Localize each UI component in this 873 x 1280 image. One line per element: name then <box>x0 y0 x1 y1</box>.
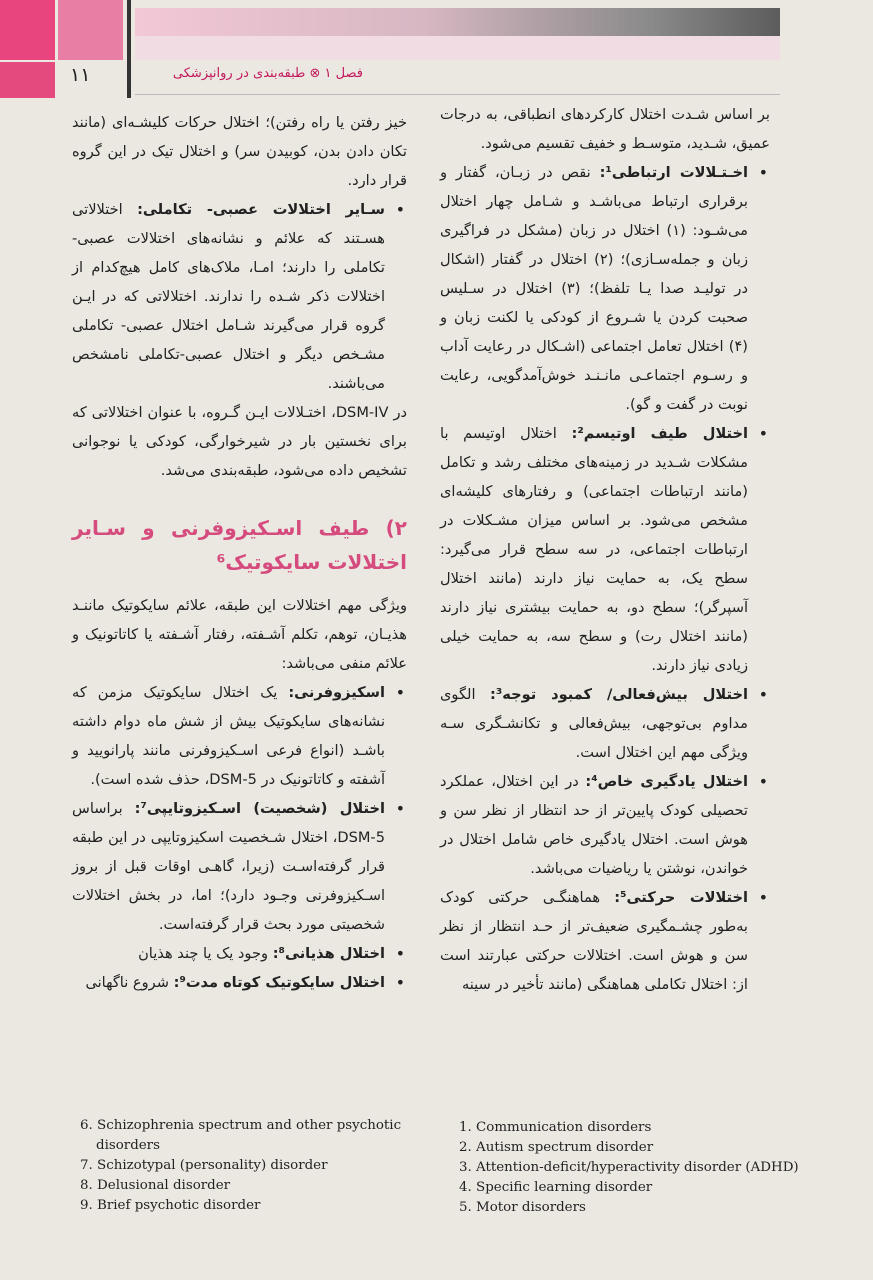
bullet-text: نقص در زبـان، گفتار و برقراری ارتباط می‌باشـد و شـامل چهار اختلال می‌شـود: (۱) اختلال در زبان (مشکل در فراگیری زبان و جمله‌سـازی)؛ (۲) اختلال در گفتار (اشکال در تولیـد صدا یـا تلفظ)؛ (۳) اختلال در سـلیس صحبت کردن یا شـروع از کودکی یا لکنت زبان و (۴) اختلال تعامل اجتماعی (اشـکال در رعایت آداب و رسـوم اجتماعـی مانـنـد خوش‌آمدگویی، رعایت نوبت در گفت و گو). <box>440 164 748 413</box>
running-head: فصل ۱ ⊗ طبقه‌بندی در روانپزشکی <box>172 66 363 81</box>
footnote: 7. Schizotypal (personality) disorder <box>80 1158 328 1173</box>
bullet-text: الگوی مداوم بی‌توجهی، بیش‌فعالی و تکانشـگری سـه ویژگی مهم این اختلال است. <box>440 686 748 761</box>
bullet-text: یک اختلال سایکوتیک مزمن که نشانه‌های سایکوتیک بیش از شش ماه دوام داشته باشـد (انواع فرعی اسـکیزوفرنی مانند پارانویید و آشفته و کاتاتونیک در DSM-5، حذف شده است). <box>72 684 385 788</box>
bullet-item <box>440 883 770 999</box>
footnote: 3. Attention-deficit/hyperactivity disorder (ADHD) <box>459 1160 799 1175</box>
bullet-item <box>440 680 770 767</box>
bullet-item <box>72 794 407 939</box>
bullet-text: اختلال اوتیسم با مشکلات شـدید در زمینه‌های مختلف رشد و تکامل (مانند ارتباطات اجتماعی) و رفتارهای کلیشه‌ای مشخص می‌شود. بر اساس میزان مشـکلات در ارتباطات اجتماعی، در سه سطح قرار می‌گیرد: سطح یک، به حمایت نیاز دارند (مانند اختلال آسپرگر)؛ سطح دو، به حمایت بیشتری نیاز دارند (مانند اختلال رت) و سطح سه، به حمایت خیلی زیادی نیاز دارند. <box>440 425 748 674</box>
bullet-term: اختلال هذیانی⁸: <box>272 945 385 962</box>
bullet-term: اخـتـلالات ارتباطی¹: <box>599 164 748 181</box>
bullet-item <box>72 678 407 794</box>
footnote: disorders <box>96 1138 160 1153</box>
bullet-term: اختلال طیف اوتیسم²: <box>571 425 749 442</box>
bullet-item <box>72 195 407 398</box>
footnote: 9. Brief psychotic disorder <box>80 1198 261 1213</box>
chapter-tab-lower <box>0 62 55 98</box>
left-column <box>72 108 407 997</box>
footnote: 2. Autism spectrum disorder <box>459 1140 654 1155</box>
footnote: 1. Communication disorders <box>459 1120 652 1135</box>
footnote: 8. Delusional disorder <box>80 1178 231 1193</box>
footnotes-left <box>80 1116 420 1216</box>
paragraph: خیز رفتن یا راه رفتن)؛ اختلال حرکات کلیشـه‌ای (مانند تکان دادن بدن، کوبیدن سر) و اختلال تیک در این گروه قرار دارد. <box>72 114 407 189</box>
bullet-item <box>72 968 407 997</box>
header-rule <box>135 94 780 95</box>
bullet-text: اختلالاتی هسـتند که علائم و نشانه‌های اختلالات عصبی- تکاملی را دارند؛ امـا، ملاک‌های کامل هیچ‌کدام از اختلالات ذکر شـده را ندارند. اختلالاتی که در ایـن گروه قرار می‌گیرند شـامل اختلال عصبی- تکاملی مشـخص دیگر و اختلال عصبی-تکاملی نامشخص می‌باشند. <box>72 201 385 392</box>
bullet-item <box>72 939 407 968</box>
right-column <box>440 100 770 999</box>
bullet-item <box>440 158 770 419</box>
bullet-item <box>440 767 770 883</box>
paragraph: ویژگی مهم اختلالات این طبقه، علائم سایکوتیک ماننـد هذیـان، توهم، تکلم آشـفته، رفتار آشـفته یا کاتاتونیک و علائم منفی می‌باشد: <box>72 597 407 672</box>
bullet-text: هماهنگـی حرکتی کودک به‌طور چشـمگیری ضعیف‌تر از حـد انتظار از نظر سن و هوش است. اختلالات حرکتی عبارتند است از: اختلال تکاملی هماهنگی (مانند تأخیر در سینه <box>440 889 748 993</box>
bullet-term: اختلال (شخصیت) اسـکیزوتایپی⁷: <box>134 800 385 817</box>
bullet-term: اختلال سایکوتیک کوتاه مدت⁹: <box>173 974 385 991</box>
bullet-text: در این اختلال، عملکرد تحصیلی کودک پایین‌تر از حد انتظار از نظر سن و هوش است. اختلال یادگیری خاص شامل اختلال در خواندن، نوشتن یا ریاضیات می‌باشد. <box>440 773 748 877</box>
chapter-tab <box>0 0 55 60</box>
page-number: ۱۱ <box>70 64 91 86</box>
bullet-text: شروع ناگهانی <box>85 974 174 991</box>
footnote: 6. Schizophrenia spectrum and other psychotic <box>80 1118 402 1133</box>
footnote: 5. Motor disorders <box>459 1200 586 1215</box>
bullet-text: وجود یک یا چند هذیان <box>138 945 273 962</box>
header-band <box>135 8 780 36</box>
paragraph: در DSM-IV، اختـلالات ایـن گـروه، با عنوان اختلالاتی که برای نخستین بار در شیرخوارگی، کودکی یا نوجوانی تشخیص داده می‌شود، طبقه‌بندی می‌شد. <box>72 404 408 479</box>
bullet-term: اختلال یادگیری خاص⁴: <box>585 773 749 790</box>
paragraph: بر اساس شـدت اختلال کارکردهای انطباقی، به درجات عمیق، شـدید، متوسـط و خفیف تقسیم می‌شود. <box>440 106 770 152</box>
bullet-text: براساس DSM-5، اختلال شـخصیت اسکیزوتایپی در این طبقه قرار گرفته‌اسـت (زیرا، گاهـی اوقات قبل از بروز اسـکیزوفرنی وجـود دارد)؛ اما، در بخش اختلالات شخصیتی مورد بحث قرار گرفته‌است. <box>72 800 385 933</box>
footnotes-right <box>459 1118 819 1218</box>
footnote: 4. Specific learning disorder <box>459 1180 653 1195</box>
bullet-term: اختلال بیش‌فعالی/ کمبود توجه³: <box>490 686 748 703</box>
section-heading: ۲) طیف اسـکیزوفرنی و سـایر اختلالات سایکوتیک⁶ <box>72 516 407 574</box>
header-band-light <box>135 36 780 60</box>
bullet-term: سـایر اختلالات عصبی- تکاملی: <box>137 201 385 218</box>
chapter-tab-accent <box>58 0 123 60</box>
header-divider <box>127 0 131 98</box>
bullet-item <box>440 419 770 680</box>
bullet-term: اسکیزوفرنی: <box>288 684 385 701</box>
bullet-term: اختلالات حرکتی⁵: <box>614 889 748 906</box>
